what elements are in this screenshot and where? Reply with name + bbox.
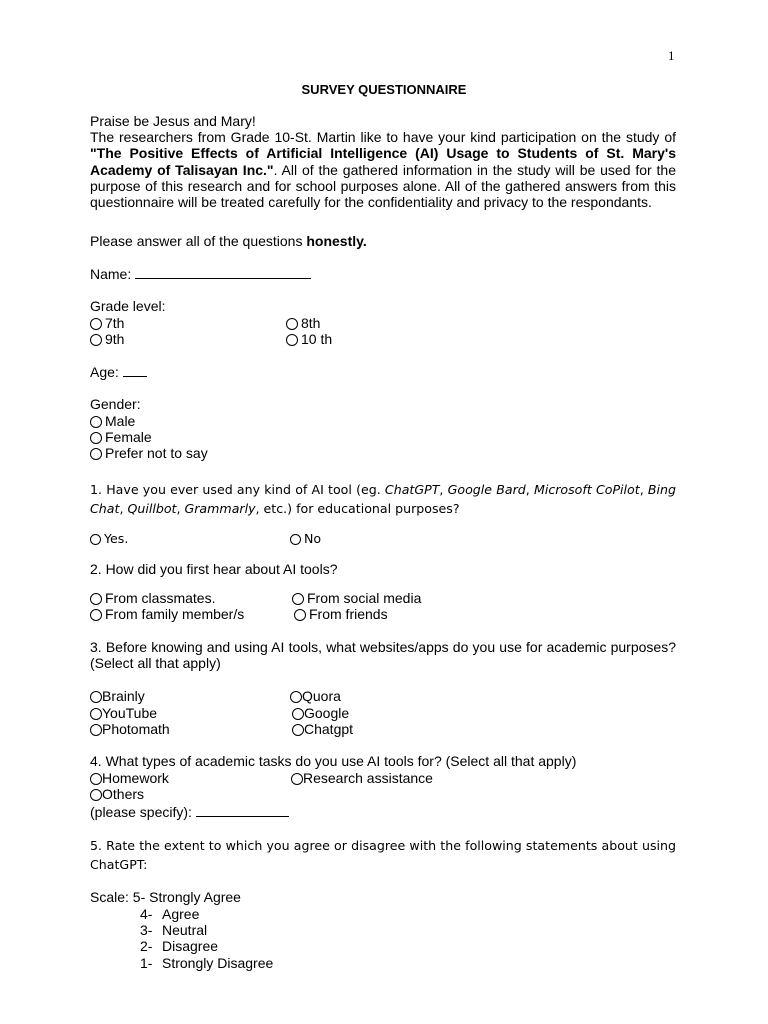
radio-icon[interactable] bbox=[90, 593, 102, 605]
q2-option-social-media[interactable]: From social media bbox=[292, 590, 421, 606]
radio-icon[interactable] bbox=[286, 318, 298, 330]
radio-icon[interactable] bbox=[292, 593, 304, 605]
radio-icon[interactable] bbox=[286, 334, 298, 346]
question-3: 3. Before knowing and using AI tools, what websites/apps do you use for academic purposes? (Select all that apply) bbox=[90, 639, 676, 672]
radio-icon[interactable] bbox=[90, 609, 102, 621]
age-field[interactable] bbox=[90, 363, 147, 380]
radio-icon[interactable] bbox=[292, 708, 304, 720]
scale-item-1: 1- Strongly Disagree bbox=[140, 955, 274, 971]
q4-specify-field[interactable] bbox=[90, 803, 289, 820]
radio-icon[interactable] bbox=[90, 724, 102, 736]
radio-icon[interactable] bbox=[291, 773, 303, 785]
grade-option-8th[interactable]: 8th bbox=[286, 315, 320, 331]
age-label: Age: bbox=[90, 364, 119, 380]
tool-copilot: Microsoft CoPilot bbox=[533, 482, 640, 497]
intro-part2: . All of the gathered information in the study will be used for the purpose of this research and for school purposes alone. All of the gathered answers from this questionnaire will be treated carefully for the confidentiality and privacy to the respondants. bbox=[90, 161, 676, 211]
page-title: SURVEY QUESTIONNAIRE bbox=[301, 82, 467, 97]
radio-icon[interactable] bbox=[90, 432, 102, 444]
q3-option-photomath[interactable]: Photomath bbox=[90, 721, 170, 737]
gender-option-prefer-not[interactable]: Prefer not to say bbox=[90, 445, 208, 461]
question-1: 1. Have you ever used any kind of AI tool (eg. ChatGPT, Google Bard, Microsoft CoPilot, Bing Chat, Quillbot, Grammarly, etc.) for educational purposes? bbox=[90, 482, 677, 516]
intro-part1: The researchers from Grade 10-St. Martin like to have your kind participation on the study of bbox=[90, 129, 676, 145]
question-2: 2. How did you first hear about AI tools? bbox=[90, 561, 338, 577]
grade-option-7th[interactable]: 7th bbox=[90, 315, 124, 331]
q2-option-friends[interactable]: From friends bbox=[294, 606, 388, 622]
instruction bbox=[90, 233, 367, 249]
radio-icon[interactable] bbox=[90, 773, 102, 785]
radio-icon[interactable] bbox=[90, 334, 102, 346]
grade-label: Grade level: bbox=[90, 298, 166, 314]
radio-icon[interactable] bbox=[292, 724, 304, 736]
instruction-emphasis: honestly. bbox=[306, 233, 367, 249]
scale-item-3: 3- Neutral bbox=[140, 922, 208, 938]
question-5: 5. Rate the extent to which you agree or disagree with the following statements about using ChatGPT: bbox=[90, 838, 676, 872]
radio-icon[interactable] bbox=[294, 609, 306, 621]
scale-label: Scale: 5- Strongly Agree bbox=[90, 889, 241, 905]
radio-icon[interactable] bbox=[90, 691, 102, 703]
q4-option-others[interactable]: Others bbox=[90, 786, 144, 802]
q3-option-youtube[interactable]: YouTube bbox=[90, 705, 157, 721]
name-blank[interactable] bbox=[135, 265, 311, 279]
question-4: 4. What types of academic tasks do you use AI tools for? (Select all that apply) bbox=[90, 753, 577, 769]
radio-icon[interactable] bbox=[90, 318, 102, 330]
q4-option-research[interactable]: Research assistance bbox=[291, 770, 433, 786]
tool-bing-chat: Bing Chat bbox=[90, 482, 677, 516]
radio-icon[interactable] bbox=[90, 708, 102, 720]
gender-option-male[interactable]: Male bbox=[90, 413, 135, 429]
age-blank[interactable] bbox=[123, 363, 147, 377]
greeting: Praise be Jesus and Mary! bbox=[90, 113, 256, 129]
q3-option-google[interactable]: Google bbox=[292, 705, 349, 721]
q2-option-family[interactable]: From family member/s bbox=[90, 606, 244, 622]
q3-option-brainly[interactable]: Brainly bbox=[90, 688, 145, 704]
instruction-text: Please answer all of the questions bbox=[90, 233, 307, 249]
radio-icon[interactable] bbox=[90, 448, 102, 460]
page-number: 1 bbox=[668, 48, 675, 63]
q1-option-no[interactable]: No bbox=[290, 531, 321, 547]
q3-option-chatgpt[interactable]: Chatgpt bbox=[292, 721, 353, 737]
study-title: "The Positive Effects of Artificial Intelligence (AI) Usage to Students of St. Mary's Academy of Talisayan Inc." bbox=[90, 145, 676, 178]
q2-option-classmates[interactable]: From classmates. bbox=[90, 590, 215, 606]
radio-icon[interactable] bbox=[290, 691, 302, 703]
radio-icon[interactable] bbox=[90, 789, 102, 801]
radio-icon[interactable] bbox=[90, 534, 101, 545]
radio-icon[interactable] bbox=[290, 534, 301, 545]
scale-item-2: 2- Disagree bbox=[140, 938, 219, 954]
gender-label: Gender: bbox=[90, 396, 141, 412]
radio-icon[interactable] bbox=[90, 416, 102, 428]
tool-google-bard: Google Bard bbox=[447, 482, 526, 497]
tool-quillbot: Quillbot bbox=[127, 501, 177, 516]
intro-paragraph bbox=[90, 129, 676, 210]
name-label: Name: bbox=[90, 266, 132, 282]
name-field[interactable] bbox=[90, 265, 311, 282]
q3-option-quora[interactable]: Quora bbox=[290, 688, 341, 704]
gender-option-female[interactable]: Female bbox=[90, 429, 152, 445]
q1-option-yes[interactable]: Yes. bbox=[90, 531, 128, 547]
grade-option-10th[interactable]: 10 th bbox=[286, 331, 332, 347]
scale-item-4: 4- Agree bbox=[140, 906, 200, 922]
tool-grammarly: Grammarly bbox=[184, 501, 256, 516]
grade-option-9th[interactable]: 9th bbox=[90, 331, 124, 347]
tool-chatgpt: ChatGPT bbox=[384, 482, 440, 497]
q4-option-homework[interactable]: Homework bbox=[90, 770, 169, 786]
specify-blank[interactable] bbox=[196, 803, 289, 817]
specify-label: (please specify): bbox=[90, 804, 192, 820]
